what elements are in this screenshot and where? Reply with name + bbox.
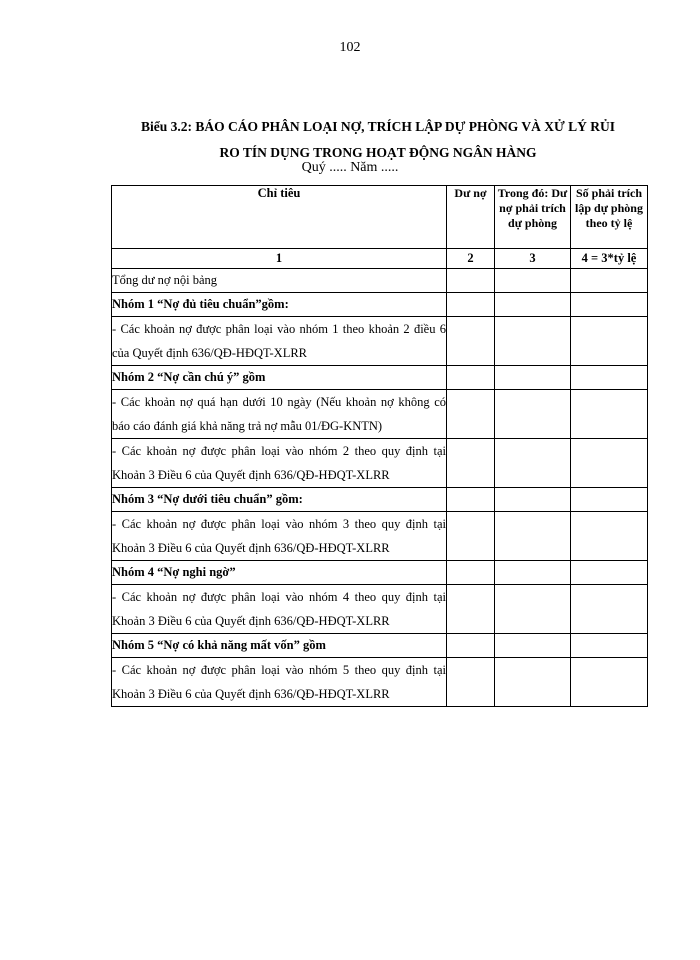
table-row	[112, 585, 648, 634]
provision-required-cell	[495, 317, 571, 366]
provision-amount-cell	[571, 317, 648, 366]
provision-amount-cell	[571, 269, 648, 293]
provision-required-cell	[495, 561, 571, 585]
debt-classification-table	[111, 185, 648, 707]
header-provision-required-debt: Trong đó: Dư nợ phải trích dự phòng	[495, 186, 571, 249]
row-label: - Các khoản nợ quá hạn dưới 10 ngày (Nếu khoản nợ không có báo cáo đánh giá khả năng trả nợ mẫu 01/ĐG-KNTN)	[112, 390, 447, 439]
outstanding-debt-cell	[447, 269, 495, 293]
outstanding-debt-cell	[447, 512, 495, 561]
group-row	[112, 293, 648, 317]
table-row	[112, 390, 648, 439]
table-row	[112, 269, 648, 293]
provision-amount-cell	[571, 561, 648, 585]
column-number-4: 4 = 3*tỷ lệ	[571, 249, 648, 269]
provision-required-cell	[495, 585, 571, 634]
header-criteria: Chỉ tiêu	[112, 186, 447, 249]
outstanding-debt-cell	[447, 293, 495, 317]
group-label: Nhóm 1 “Nợ đủ tiêu chuẩn”gồm:	[112, 293, 447, 317]
provision-required-cell	[495, 439, 571, 488]
row-label: - Các khoản nợ được phân loại vào nhóm 4 theo quy định tại Khoản 3 Điều 6 của Quyết định 636/QĐ-HĐQT-XLRR	[112, 585, 447, 634]
provision-required-cell	[495, 634, 571, 658]
provision-amount-cell	[571, 366, 648, 390]
outstanding-debt-cell	[447, 390, 495, 439]
header-outstanding-debt: Dư nợ	[447, 186, 495, 249]
outstanding-debt-cell	[447, 488, 495, 512]
group-row	[112, 366, 648, 390]
outstanding-debt-cell	[447, 439, 495, 488]
row-label: - Các khoản nợ được phân loại vào nhóm 2 theo quy định tại Khoản 3 Điều 6 của Quyết định 636/QĐ-HĐQT-XLRR	[112, 439, 447, 488]
provision-required-cell	[495, 269, 571, 293]
table-row	[112, 512, 648, 561]
row-label: - Các khoản nợ được phân loại vào nhóm 1 theo khoản 2 điều 6 của Quyết định 636/QĐ-HĐQT-XLRR	[112, 317, 447, 366]
outstanding-debt-cell	[447, 658, 495, 707]
outstanding-debt-cell	[447, 366, 495, 390]
column-number-1: 1	[112, 249, 447, 269]
column-number-row	[112, 249, 648, 269]
header-provision-amount: Số phải trích lập dự phòng theo tỷ lệ	[571, 186, 648, 249]
group-label: Nhóm 4 “Nợ nghi ngờ”	[112, 561, 447, 585]
column-number-3: 3	[495, 249, 571, 269]
provision-required-cell	[495, 293, 571, 317]
title-line-1: Biểu 3.2: BÁO CÁO PHÂN LOẠI NỢ, TRÍCH LẬP DỰ PHÒNG VÀ XỬ LÝ RỦI	[140, 119, 616, 134]
provision-amount-cell	[571, 293, 648, 317]
provision-amount-cell	[571, 658, 648, 707]
provision-required-cell	[495, 488, 571, 512]
provision-amount-cell	[571, 488, 648, 512]
column-number-2: 2	[447, 249, 495, 269]
outstanding-debt-cell	[447, 634, 495, 658]
provision-required-cell	[495, 390, 571, 439]
report-period: Quý ..... Năm .....	[301, 160, 399, 175]
table-row	[112, 317, 648, 366]
title-line-2: RO TÍN DỤNG TRONG HOẠT ĐỘNG NGÂN HÀNG	[219, 145, 537, 160]
row-label: - Các khoản nợ được phân loại vào nhóm 3 theo quy định tại Khoản 3 Điều 6 của Quyết định 636/QĐ-HĐQT-XLRR	[112, 512, 447, 561]
group-label: Nhóm 5 “Nợ có khả năng mất vốn” gồm	[112, 634, 447, 658]
table-header-row	[112, 186, 648, 249]
page-number: 102	[339, 40, 361, 55]
outstanding-debt-cell	[447, 317, 495, 366]
provision-amount-cell	[571, 439, 648, 488]
outstanding-debt-cell	[447, 585, 495, 634]
provision-amount-cell	[571, 585, 648, 634]
provision-required-cell	[495, 512, 571, 561]
table-row	[112, 658, 648, 707]
group-label: Nhóm 3 “Nợ dưới tiêu chuẩn” gồm:	[112, 488, 447, 512]
group-row	[112, 488, 648, 512]
row-label: Tổng dư nợ nội bảng	[112, 269, 447, 293]
outstanding-debt-cell	[447, 561, 495, 585]
row-label: - Các khoản nợ được phân loại vào nhóm 5 theo quy định tại Khoản 3 Điều 6 của Quyết định 636/QĐ-HĐQT-XLRR	[112, 658, 447, 707]
group-label: Nhóm 2 “Nợ cần chú ý” gồm	[112, 366, 447, 390]
provision-amount-cell	[571, 512, 648, 561]
provision-amount-cell	[571, 634, 648, 658]
report-title	[110, 114, 646, 166]
group-row	[112, 561, 648, 585]
provision-amount-cell	[571, 390, 648, 439]
provision-required-cell	[495, 366, 571, 390]
table-row	[112, 439, 648, 488]
group-row	[112, 634, 648, 658]
provision-required-cell	[495, 658, 571, 707]
